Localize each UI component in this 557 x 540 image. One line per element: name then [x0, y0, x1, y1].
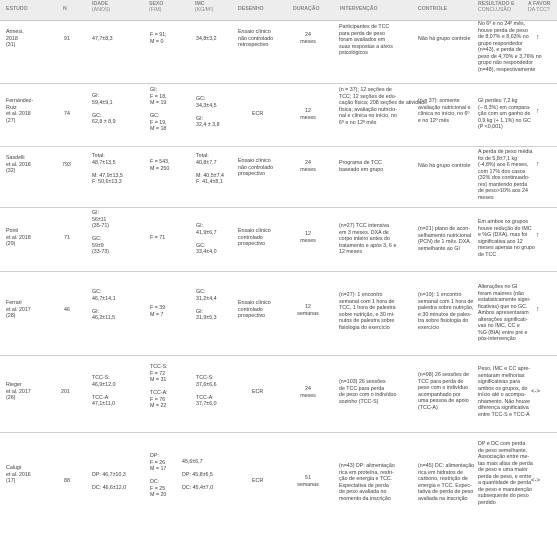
- n-cell: 201: [61, 389, 70, 395]
- n-cell: 793: [62, 162, 71, 168]
- table-row: [0, 272, 557, 356]
- duration-cell: 12 meses: [300, 108, 316, 121]
- study-cell: Calugi et al. 2016 (17): [6, 465, 31, 484]
- table-header: [0, 0, 557, 21]
- sex-cell: F = 39 M = 7: [150, 305, 166, 318]
- bmi-cell: 45,6±6,7 DP: 45,8±6,5 DC: 45,4±7,0: [182, 459, 214, 491]
- control-cell: (n=98) 26 sessões de TCC para perda de peso com o indivíduo acompanhado por uma pessoa de apoio (TCC-A): [418, 372, 470, 411]
- design-cell: Ensaio clínico não controlado prospectivo: [238, 158, 274, 177]
- intervention-cell: (n=43) DP: alimentação rica em proteína, restri- ção de energia e TCC. Expectativa de perda de peso avaliada no momento da inscrição: [339, 463, 395, 502]
- age-cell: GI: 59,4±9,1 GC: 62,8 ± 8,9: [92, 93, 116, 125]
- duration-cell: 24 meses: [300, 386, 316, 399]
- n-cell: 88: [64, 478, 70, 484]
- bmi-cell: GI: 41,9±6,7 GC: 33,4±4,0: [196, 223, 217, 255]
- table-row: [0, 20, 557, 84]
- control-cell: (n = 37): somente avaliação nutricional e clínica no início, no 6º e no 12º mês: [418, 98, 471, 124]
- sex-cell: F = 91; M = 0: [150, 32, 167, 45]
- result-cell: Em ambos os grupos houve redução do IMC e %G (DXA), mas foi significativa aos 12 meses apenas no grupo de TCC: [478, 219, 535, 258]
- study-cell: Fernández- Ruiz et al. 2018 (27): [6, 98, 34, 124]
- header-controle: CONTROLE: [418, 6, 448, 12]
- favor-indicator: <->: [531, 389, 541, 395]
- age-cell: Total: 48,7±13,5 M: 47,9±13,5 F: 50,6±13,3: [92, 153, 123, 185]
- favor-indicator: <->: [531, 478, 541, 484]
- design-cell: ECR: [252, 111, 264, 117]
- control-cell: (n=45) DC: alimentação rica em hidratos de carbono, restrição de energia e TCC. Expec- tativa de perda de peso avaliada na inscrição: [418, 463, 475, 502]
- header-resultado: RESULTADO E CONCLUSÃO: [478, 1, 515, 13]
- duration-cell: 51 semanas: [297, 475, 319, 488]
- sex-cell: F = 71: [150, 235, 166, 241]
- bmi-cell: GC: 31,2±4,4 GI: 31,9±5,3: [196, 289, 217, 321]
- header-desenho: DESENHO: [238, 6, 264, 12]
- intervention-cell: (n = 37); 12 seções de TCC; 12 seções de edu- cação física; 208 seções de atividade física; avaliação nutricio- nal e clínica no início, no 6º e no 12º mês: [339, 87, 428, 126]
- bmi-cell: TCC-S: 37,6±6,6 TCC-A: 37,7±6,0: [196, 375, 217, 407]
- age-cell: DP: 46,7±10,3 DC: 46,6±12,0: [92, 472, 127, 491]
- sex-cell: GI: F = 18, M = 19 GC: F = 19, M = 18: [150, 87, 167, 132]
- bmi-cell: 34,8±3,2: [196, 36, 217, 42]
- control-cell: (n=19): 1 encontro semanal com 1 hora de palestra sobre nutrição, e 30 minutos de pales- tra sobre fisiologia do exercício: [418, 292, 474, 331]
- favor-indicator: ↑: [536, 34, 540, 41]
- table-row: [0, 147, 557, 208]
- n-cell: 74: [64, 111, 70, 117]
- design-cell: Ensaio clínico controlado prospectivo: [238, 300, 271, 319]
- header-n: N: [63, 6, 67, 12]
- header-imc: IMC (KG/M²): [195, 1, 214, 13]
- sex-cell: TCC-S: F = 72 M = 31 TCC-A: F = 76 M = 22: [150, 364, 168, 409]
- sex-cell: F = 543, M = 250: [150, 159, 170, 172]
- age-cell: TCC-S: 46,9±12,0 TCC-A: 47,1±11,0: [92, 375, 116, 407]
- result-cell: Peso, IMC e CC apre- sentaram melhorias significativas para ambos os grupos, do início até o acompa- nhamento. Não houve diferença significativa entre TCC-S e TCC-A: [478, 366, 531, 418]
- age-cell: 47,7±8,3: [92, 36, 113, 42]
- control-cell: Não há grupo controle: [418, 36, 471, 42]
- intervention-cell: (n=103) 26 sessões de TCC para perda de peso com o indivíduo sozinho (TCC-S): [339, 379, 397, 405]
- intervention-cell: Programa de TCC baseado em grupo: [339, 160, 384, 173]
- study-cell: Sasdelli et al. 2018 (32): [6, 155, 31, 174]
- favor-indicator: ↑: [536, 108, 540, 115]
- study-cell: Annesi, 2018 (31): [6, 29, 24, 48]
- duration-cell: 12 meses: [300, 231, 316, 244]
- favor-indicator: ↑: [536, 306, 540, 313]
- bmi-cell: GC: 34,3±4,5 GI: 32,4 ± 3,8: [196, 96, 220, 128]
- result-cell: DP e DC com perda de peso semelhante. Associação entre me- tas mais altas de perda de peso e uma maior perda de peso, e entre a quantidade de perda de peso e manutenção subsequente do peso perdido: [478, 441, 533, 506]
- control-cell: Não há grupo controle: [418, 163, 471, 169]
- header-idade: IDADE (ANOS): [92, 1, 111, 13]
- control-cell: (n=21) plano de acon- selhamento nutricional (PCN) de 1 mês. DXA semelhante ao GI: [418, 226, 471, 252]
- design-cell: Ensaio clínico controlado prospectivo: [238, 228, 271, 247]
- n-cell: 46: [64, 307, 70, 313]
- bmi-cell: Total: 40,8±7,7 M: 40,5±7,4 F: 41,4±8,1: [196, 153, 224, 185]
- header-estudo: ESTUDO: [6, 6, 28, 12]
- table-row: [0, 433, 557, 540]
- favor-indicator: ↑: [536, 232, 540, 239]
- study-cell: Rieger et al. 2017 (26): [6, 382, 31, 401]
- age-cell: GC: 46,7±14,1 GI: 46,2±11,5: [92, 289, 116, 321]
- design-cell: Ensaio clínico não controlado retrospectivo: [238, 29, 274, 48]
- sex-cell: DP: F = 26 M = 17 DC: F = 25 M = 20: [150, 453, 167, 498]
- result-cell: Alterações no GI foram maiores (não estatisticamente signi- ficativas) que no GC. Ambos apresentaram alterações significati- vas no IMC, CC e %G (BIA) entre pré e pós-intervenção: [478, 284, 531, 342]
- table-row: [0, 84, 557, 147]
- header-intervencao: INTERVENÇÃO: [340, 6, 378, 12]
- intervention-cell: Participantes de TCC para perda de peso foram avaliados em suas respostas a alvos psicológicos: [339, 24, 393, 56]
- favor-indicator: ↑: [536, 161, 540, 168]
- design-cell: ECR: [252, 478, 264, 484]
- n-cell: 71: [64, 235, 70, 241]
- header-duracao: DURAÇÃO: [293, 6, 320, 12]
- duration-cell: 24 meses: [300, 32, 316, 45]
- study-cell: Ferrari et al. 2017 (28): [6, 300, 31, 319]
- intervention-cell: (n=27): 1 encontro semanal com 1 hora de TCC, 1 hora de palestra sobre nutrição, e 30 mi- nutos de palestra sobre fisiologia do exercício: [339, 292, 396, 331]
- result-cell: No 6º e no 24º mês, houve perda de peso de 8,07% e 8,63% no grupo respondedor (n=43), e perda de peso de 4,70% e 3,76% no grupo não respondedor (n=48), respectivamente: [478, 21, 542, 73]
- result-cell: GI perdeu 7,2 kg (– 8,3%) em compara- ção com um ganho de 0,9 kg (+ 1,1%) no GC (P <0,001): [478, 98, 531, 130]
- table-row: [0, 208, 557, 272]
- result-cell: A perda de peso média foi de 5,8±7,1 kg (-4,8%) aos 6 meses, com 17% dos casos (32% dos continuado- res) mantendo perda de peso>10% aos 24 meses: [478, 149, 533, 201]
- age-cell: GI: 56±11 (35-71) GC: 59±9 (33-73): [92, 210, 110, 255]
- duration-cell: 24 meses: [300, 160, 316, 173]
- study-cell: Ponti et al. 2018 (29): [6, 228, 31, 247]
- header-sexo: SEXO (F/M): [149, 1, 164, 13]
- duration-cell: 12 semanas: [297, 304, 319, 317]
- header-favor: A FAVOR DA TCC?: [528, 1, 551, 13]
- n-cell: 91: [64, 36, 70, 42]
- design-cell: ECR: [252, 389, 264, 395]
- intervention-cell: (n=27) TCC intensiva em 3 meses. DXA de corpo inteiro antes do tratamento e após 3, 6 e 12 meses: [339, 223, 397, 255]
- table-row: [0, 356, 557, 433]
